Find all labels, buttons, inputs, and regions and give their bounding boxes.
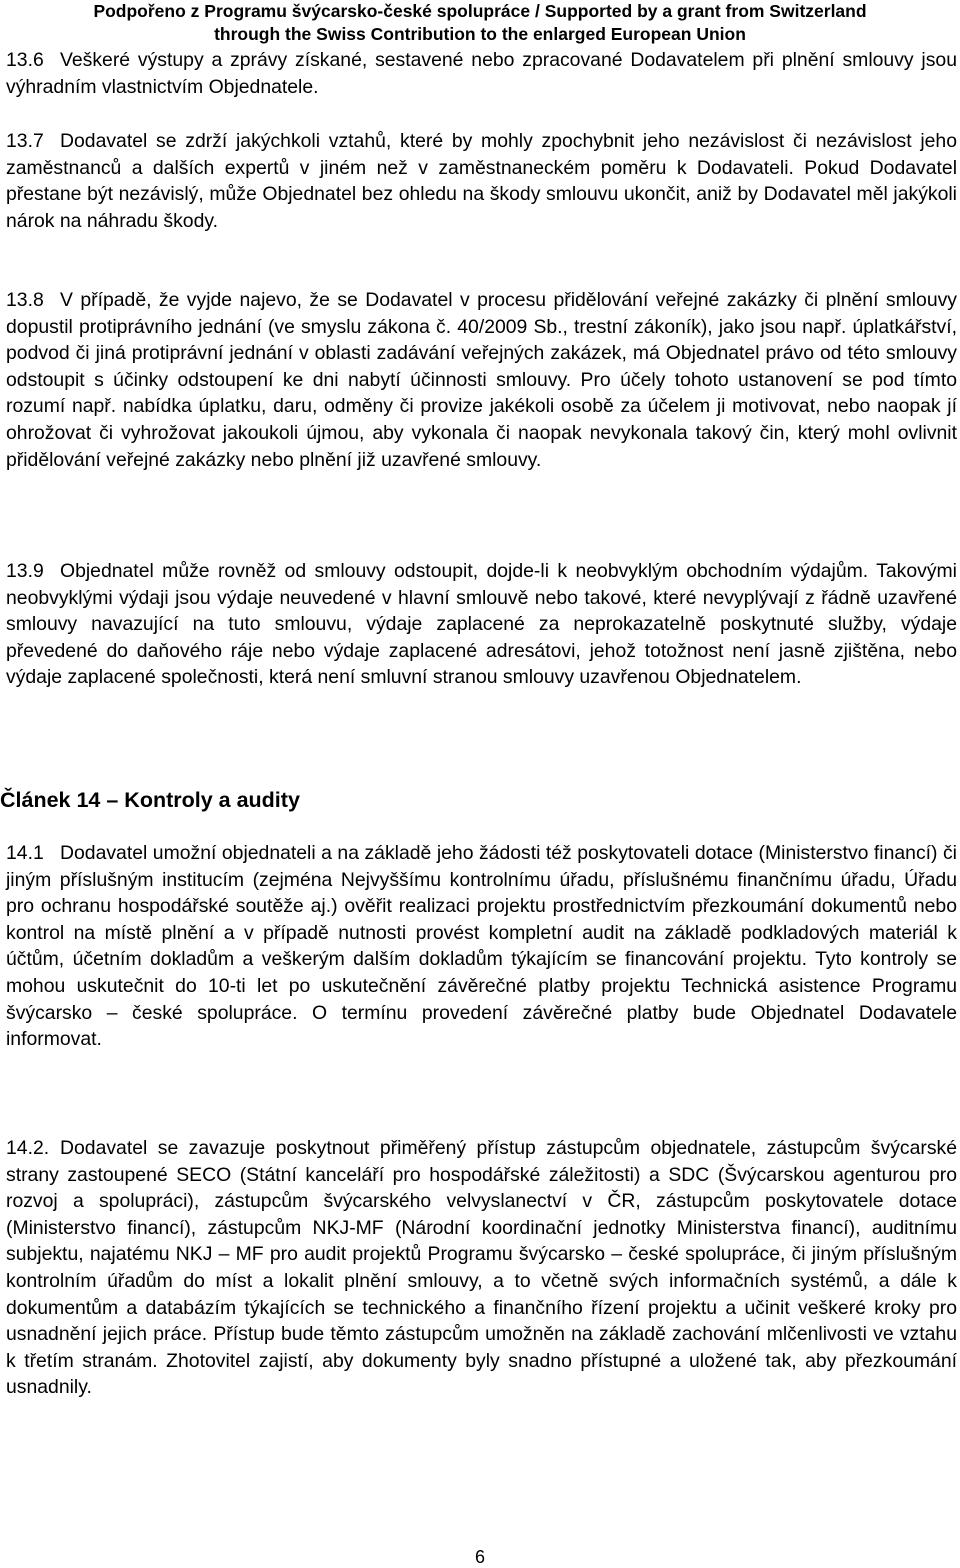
clause-text: V případě, že vyjde najevo, že se Dodavatel v procesu přidělování veřejné zakázky či plnění smlouvy dopustil protiprávního jednání (ve smyslu zákona č. 40/2009 Sb., trestní zákoník), jako jsou např. úplatkářství, podvod či jiná protiprávní jednání v oblasti zadávání veřejných zakázek, má Objednatel právo od této smlouvy odstoupit s účinky odstoupení ke dni nabytí účinnosti smlouvy. Pro účely tohoto ustanovení se pod tímto rozumí např. nabídka úplatku, daru, odměny či provize jakékoli osobě za účelem ji motivovat, nebo naopak jí ohrožovat či vyhrožovat jakoukoli újmou, aby vykonala či naopak nevykonala takový čin, který mohl ovlivnit přidělování veřejné zakázky nebo plnění již uzavřené smlouvy. bbox=[6, 289, 957, 471]
clause-number: 14.2. bbox=[6, 1137, 50, 1159]
clause-text: Dodavatel se zavazuje poskytnout přiměřený přístup zástupcům objednatele, zástupcům švýcarské strany zastoupené SECO (Státní kanceláří pro hospodářské záležitosti) a SDC (Švýcarskou agenturou pro rozvoj a spolupráci), zástupcům švýcarského velvyslanectví v ČR, zástupcům poskytovatele dotace (Ministerstvo financí), zástupcům NKJ-MF (Národní koordinační jednotky Ministerstva financí), auditnímu subjektu, najatému NKJ – MF pro audit projektů Programu švýcarsko – české spolupráce, či jiným příslušným kontrolním úřadům do míst a lokalit plnění smlouvy, a to včetně svých informačních systémů, a dále k dokumentům a databázím týkajících se technického a finančního řízení projektu a učinit veškeré kroky pro usnadnění jejich práce. Přístup bude těmto zástupcům umožněn na základě zachování mlčenlivosti ve vztahu k třetím stranám. Zhotovitel zajistí, aby dokumenty byly snadno přístupné a uložené tak, aby přezkoumání usnadnily. bbox=[6, 1137, 957, 1399]
article-14-heading: Článek 14 – Kontroly a audity bbox=[0, 788, 300, 812]
page-header bbox=[0, 0, 960, 46]
clause-13-8 bbox=[6, 287, 957, 473]
clause-number: 13.6 bbox=[6, 49, 44, 71]
clause-14-1 bbox=[6, 840, 957, 1053]
header-line-1: Podpořeno z Programu švýcarsko-české spolupráce / Supported by a grant from Switzerland bbox=[93, 1, 867, 21]
clause-13-7 bbox=[6, 128, 957, 234]
header-line-2: through the Swiss Contribution to the enlarged European Union bbox=[214, 24, 746, 44]
clause-14-2 bbox=[6, 1135, 957, 1401]
clause-text: Objednatel může rovněž od smlouvy odstoupit, dojde-li k neobvyklým obchodním výdajům. Takovými neobvyklými výdaji jsou výdaje neuvedené v hlavní smlouvě nebo takové, které nevyplývají z řádně uzavřené smlouvy navazující na tuto smlouvu, výdaje zaplacené za neprokazatelně poskytnuté služby, výdaje převedené do daňového ráje nebo výdaje zaplacené adresátovi, jehož totožnost není jasně zjištěna, nebo výdaje zaplacené společnosti, která není smluvní stranou smlouvy uzavřenou Objednatelem. bbox=[6, 560, 957, 689]
clause-number: 13.7 bbox=[6, 130, 44, 152]
clause-number: 13.9 bbox=[6, 560, 44, 582]
clause-number: 13.8 bbox=[6, 289, 44, 311]
clause-text: Dodavatel umožní objednateli a na základě jeho žádosti též poskytovateli dotace (Ministerstvo financí) či jiným příslušným institucím (zejména Nejvyššímu kontrolnímu úřadu, příslušnému finančnímu úřadu, Úřadu pro ochranu hospodářské soutěže aj.) ověřit realizaci projektu prostřednictvím přezkoumání dokumentů nebo kontrol na místě plnění a v případě nutnosti provést kompletní audit na základě podkladových materiál k účtům, účetním dokladům a veškerým dalším dokladům týkajícím se financování projektu. Tyto kontroly se mohou uskutečnit do 10-ti let po uskutečnění závěrečné platby projektu Technická asistence Programu švýcarsko – české spolupráce. O termínu provedení závěrečné platby bude Objednatel Dodavatele informovat. bbox=[6, 842, 957, 1051]
clause-13-9 bbox=[6, 558, 957, 691]
clause-13-6 bbox=[6, 47, 957, 100]
clause-number: 14.1 bbox=[6, 842, 44, 864]
clause-text: Veškeré výstupy a zprávy získané, sestavené nebo zpracované Dodavatelem při plnění smlouvy jsou výhradním vlastnictvím Objednatele. bbox=[6, 49, 957, 98]
clause-text: Dodavatel se zdrží jakýchkoli vztahů, které by mohly zpochybnit jeho nezávislost či nezávislost jeho zaměstnanců a dalších expertů v jiném než v zaměstnaneckém poměru k Dodavateli. Pokud Dodavatel přestane být nezávislý, může Objednatel bez ohledu na škody smlouvu ukončit, aniž by Dodavatel měl jakýkoli nárok na náhradu škody. bbox=[6, 130, 957, 232]
page-number: 6 bbox=[474, 1547, 485, 1567]
